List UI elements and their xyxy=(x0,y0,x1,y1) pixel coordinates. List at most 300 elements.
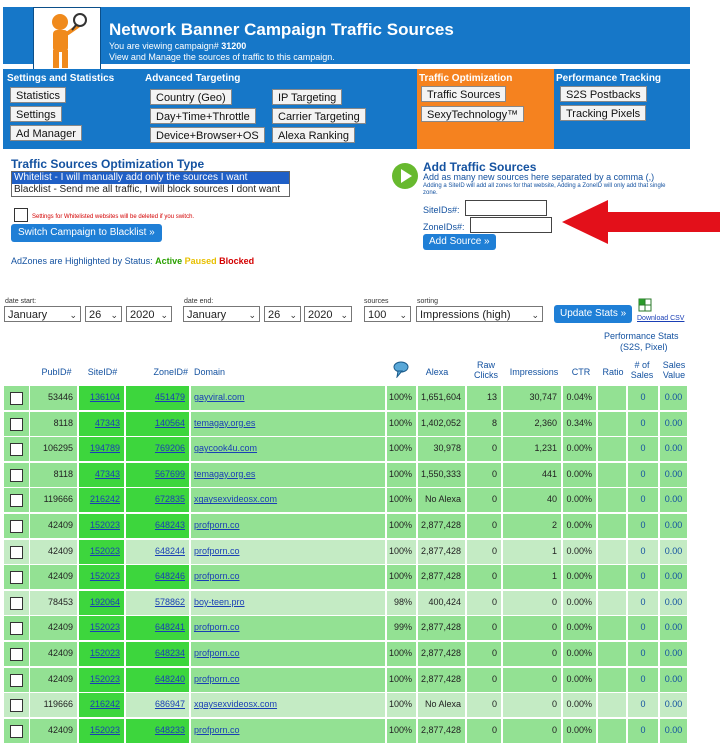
cell-percent-text: 99% xyxy=(393,622,412,633)
cell-num-sales xyxy=(628,437,659,462)
cell-raw-clicks xyxy=(467,693,502,718)
add-source-button[interactable]: Add Source » xyxy=(423,234,496,250)
table-row xyxy=(4,591,688,616)
ip-targeting-button[interactable]: IP Targeting xyxy=(272,89,342,105)
cell-siteid[interactable] xyxy=(79,642,125,667)
table-row xyxy=(4,386,688,411)
spreadsheet-icon[interactable] xyxy=(638,298,652,312)
settings-button[interactable]: Settings xyxy=(10,106,62,122)
cell-siteid[interactable] xyxy=(79,540,125,565)
menu-group-title: Performance Tracking xyxy=(556,73,662,84)
cell-sales-value-text: 0.00 xyxy=(664,699,683,710)
cell-siteid[interactable] xyxy=(79,719,125,744)
cell-impressions xyxy=(503,488,562,513)
cell-zoneid[interactable] xyxy=(126,693,190,718)
cell-ratio xyxy=(598,565,627,590)
cell-zoneid-text[interactable]: 648246 xyxy=(154,571,185,582)
cell-num-sales-text: 0 xyxy=(640,417,646,428)
red-arrow-icon xyxy=(560,198,720,246)
cell-raw-clicks xyxy=(467,386,502,411)
cell-percent-text: 100% xyxy=(388,673,412,684)
cell-zoneid[interactable] xyxy=(126,488,190,513)
row-checkbox[interactable] xyxy=(10,725,23,738)
cell-siteid-text[interactable]: 47343 xyxy=(94,417,120,428)
cell-alexa-text: 30,978 xyxy=(433,443,461,454)
row-checkbox-cell xyxy=(4,386,30,411)
col-domain[interactable]: Domain xyxy=(194,367,226,377)
cell-domain[interactable] xyxy=(191,437,386,462)
confirm-switch-checkbox[interactable] xyxy=(14,208,28,222)
cell-domain[interactable] xyxy=(191,719,386,744)
cell-ctr-text: 0.04% xyxy=(566,392,592,402)
whitelist-option[interactable]: Whitelist - I will manually add only the sources I want xyxy=(12,172,289,184)
cell-alexa-text: 2,877,428 xyxy=(420,545,461,556)
cell-percent xyxy=(387,591,417,616)
logo-icon xyxy=(33,7,101,71)
row-checkbox[interactable] xyxy=(10,546,23,559)
day-time-throttle-button[interactable]: Day+Time+Throttle xyxy=(150,108,256,124)
sources-label: sources xyxy=(364,298,389,305)
cell-num-sales-text: 0 xyxy=(640,392,646,402)
cell-alexa xyxy=(418,565,466,590)
cell-zoneid[interactable] xyxy=(126,437,190,462)
switch-to-blacklist-button[interactable]: Switch Campaign to Blacklist » xyxy=(11,224,162,242)
cell-domain[interactable] xyxy=(191,616,386,641)
cell-impressions xyxy=(503,565,562,590)
device-browser-os-button[interactable]: Device+Browser+OS xyxy=(150,127,265,143)
cell-alexa-text: No Alexa xyxy=(424,699,461,710)
cell-pubid-text: 42409 xyxy=(47,724,73,735)
cell-zoneid-text[interactable]: 140564 xyxy=(154,417,185,428)
cell-pubid xyxy=(30,616,78,641)
play-icon xyxy=(391,162,419,190)
status-active-label: Active xyxy=(155,256,183,266)
cell-domain-text[interactable]: temagay.org.es xyxy=(194,468,256,479)
col-ratio[interactable]: Ratio xyxy=(602,367,624,377)
cell-ctr xyxy=(563,642,597,667)
performance-stats-subtitle: (S2S, Pixel) xyxy=(620,342,668,352)
cell-ctr xyxy=(563,565,597,590)
cell-raw-clicks-text: 8 xyxy=(491,417,497,428)
col-sales-value[interactable]: Sales Value xyxy=(662,360,686,380)
row-checkbox-cell xyxy=(4,437,30,462)
zoneids-input[interactable] xyxy=(470,217,552,233)
cell-num-sales-text: 0 xyxy=(640,520,646,530)
page-description: View and Manage the sources of traffic to this campaign. xyxy=(109,52,335,62)
cell-impressions xyxy=(503,463,562,488)
add-sources-note: Adding a SiteID will add all zones for that website, Adding a ZoneID will only add that single zone. xyxy=(423,183,666,196)
cell-domain-text[interactable]: profporn.co xyxy=(194,724,240,735)
cell-percent xyxy=(387,463,417,488)
cell-zoneid[interactable] xyxy=(126,616,190,641)
cell-sales-value-text: 0.00 xyxy=(664,622,683,633)
cell-zoneid[interactable] xyxy=(126,412,190,437)
cell-domain-text[interactable]: profporn.co xyxy=(194,571,240,582)
row-checkbox[interactable] xyxy=(10,494,23,507)
cell-siteid[interactable] xyxy=(79,488,125,513)
cell-zoneid-text[interactable]: 648234 xyxy=(154,648,185,658)
cell-siteid-text[interactable]: 152023 xyxy=(89,724,120,735)
cell-num-sales-text: 0 xyxy=(640,443,646,454)
s2s-postbacks-button[interactable]: S2S Postbacks xyxy=(560,86,647,102)
cell-zoneid-text[interactable]: 769206 xyxy=(154,443,185,454)
row-checkbox[interactable] xyxy=(10,648,23,661)
cell-percent-text: 100% xyxy=(388,468,412,479)
cell-pubid-text: 8118 xyxy=(53,417,73,428)
cell-num-sales xyxy=(628,463,659,488)
cell-zoneid-text[interactable]: 451479 xyxy=(154,392,185,402)
date-start-label: date start: xyxy=(5,298,37,305)
cell-siteid[interactable] xyxy=(79,693,125,718)
cell-raw-clicks-text: 0 xyxy=(491,468,497,479)
cell-num-sales xyxy=(628,693,659,718)
chevron-down-icon: ⌄ xyxy=(248,310,256,320)
cell-domain-text[interactable]: profporn.co xyxy=(194,622,240,633)
cell-pubid-text: 42409 xyxy=(47,622,73,633)
cell-siteid-text[interactable]: 152023 xyxy=(89,545,120,556)
cell-pubid-text: 42409 xyxy=(47,571,73,582)
cell-pubid-text: 42409 xyxy=(47,673,73,684)
campaign-id-line: You are viewing campaign# 31200 xyxy=(109,41,247,51)
cell-domain-text[interactable]: temagay.org.es xyxy=(194,417,256,428)
cell-domain-text[interactable]: profporn.co xyxy=(194,648,240,658)
cell-siteid-text[interactable]: 194789 xyxy=(89,443,120,454)
cell-percent xyxy=(387,488,417,513)
cell-impressions-text: 2 xyxy=(551,520,557,530)
cell-pubid xyxy=(30,463,78,488)
cell-ctr xyxy=(563,386,597,411)
cell-siteid[interactable] xyxy=(79,437,125,462)
cell-impressions-text: 0 xyxy=(551,673,557,684)
cell-domain[interactable] xyxy=(191,668,386,693)
cell-num-sales xyxy=(628,616,659,641)
col-speech-icon[interactable] xyxy=(390,360,412,380)
cell-sales-value xyxy=(660,591,688,616)
cell-siteid-text[interactable]: 192064 xyxy=(89,596,120,607)
row-checkbox-cell xyxy=(4,591,30,616)
col-impressions[interactable]: Impressions xyxy=(509,367,559,377)
cell-pubid xyxy=(30,514,78,539)
cell-ratio xyxy=(598,591,627,616)
cell-percent-text: 100% xyxy=(388,494,412,505)
menu-group-title: Advanced Targeting xyxy=(145,73,241,84)
cell-sales-value-text: 0.00 xyxy=(664,443,683,454)
update-stats-button[interactable]: Update Stats » xyxy=(554,305,632,323)
cell-num-sales xyxy=(628,488,659,513)
cell-pubid-text: 42409 xyxy=(47,520,73,530)
cell-domain-text[interactable]: boy-teen.pro xyxy=(194,596,245,607)
cell-siteid[interactable] xyxy=(79,668,125,693)
cell-alexa xyxy=(418,437,466,462)
table-row xyxy=(4,693,688,718)
table-row xyxy=(4,642,688,667)
sexytechnology-button[interactable]: SexyTechnology™ xyxy=(421,106,524,122)
cell-ctr xyxy=(563,412,597,437)
row-checkbox[interactable] xyxy=(10,392,23,405)
col-siteid[interactable]: SiteID# xyxy=(87,367,118,377)
cell-percent xyxy=(387,514,417,539)
cell-percent xyxy=(387,540,417,565)
cell-impressions-text: 0 xyxy=(551,724,557,735)
cell-sales-value-text: 0.00 xyxy=(664,545,683,556)
cell-siteid[interactable] xyxy=(79,386,125,411)
cell-pubid-text: 42409 xyxy=(47,648,73,658)
cell-domain-text[interactable]: profporn.co xyxy=(194,545,240,556)
cell-sales-value xyxy=(660,514,688,539)
cell-domain-text[interactable]: profporn.co xyxy=(194,520,240,530)
start-month-select[interactable]: January ⌄ xyxy=(4,306,81,322)
cell-impressions-text: 1 xyxy=(551,571,557,582)
country-geo-button[interactable]: Country (Geo) xyxy=(150,89,232,105)
cell-ctr-text: 0.00% xyxy=(566,545,592,556)
cell-pubid-text: 53446 xyxy=(47,392,73,402)
cell-zoneid[interactable] xyxy=(126,386,190,411)
cell-zoneid-text[interactable]: 567699 xyxy=(154,468,185,479)
cell-domain-text[interactable]: gaycook4u.com xyxy=(194,443,258,454)
cell-zoneid[interactable] xyxy=(126,719,190,744)
cell-raw-clicks-text: 0 xyxy=(491,443,497,454)
cell-zoneid-text[interactable]: 648244 xyxy=(154,545,185,556)
cell-pubid-text: 119666 xyxy=(43,494,73,505)
cell-domain[interactable] xyxy=(191,386,386,411)
cell-percent-text: 100% xyxy=(388,392,412,402)
cell-percent-text: 100% xyxy=(388,724,412,735)
cell-ratio xyxy=(598,514,627,539)
cell-domain-text[interactable]: gayviral.com xyxy=(194,392,245,402)
carrier-targeting-button[interactable]: Carrier Targeting xyxy=(272,108,366,124)
cell-ctr xyxy=(563,616,597,641)
cell-domain[interactable] xyxy=(191,565,386,590)
alexa-ranking-button[interactable]: Alexa Ranking xyxy=(272,127,355,143)
cell-zoneid-text[interactable]: 648240 xyxy=(154,673,185,684)
cell-siteid-text[interactable]: 216242 xyxy=(89,699,120,710)
cell-zoneid[interactable] xyxy=(126,565,190,590)
cell-ratio xyxy=(598,719,627,744)
cell-alexa xyxy=(418,668,466,693)
cell-ratio xyxy=(598,668,627,693)
cell-siteid[interactable] xyxy=(79,412,125,437)
cell-zoneid[interactable] xyxy=(126,668,190,693)
cell-domain[interactable] xyxy=(191,693,386,718)
cell-siteid-text[interactable]: 152023 xyxy=(89,571,120,582)
col-zoneid[interactable]: ZoneID# xyxy=(153,367,188,377)
cell-siteid-text[interactable]: 136104 xyxy=(89,392,120,402)
cell-percent xyxy=(387,437,417,462)
cell-sales-value xyxy=(660,540,688,565)
cell-domain[interactable] xyxy=(191,540,386,565)
end-month-select[interactable]: January ⌄ xyxy=(183,306,260,322)
cell-raw-clicks xyxy=(467,463,502,488)
row-checkbox-cell xyxy=(4,693,30,718)
cell-raw-clicks-text: 0 xyxy=(491,622,497,633)
cell-zoneid-text[interactable]: 648233 xyxy=(154,724,185,735)
table-row xyxy=(4,719,688,744)
cell-zoneid-text[interactable]: 686947 xyxy=(154,699,185,710)
row-checkbox[interactable] xyxy=(10,520,23,533)
tracking-pixels-button[interactable]: Tracking Pixels xyxy=(560,105,646,121)
optimization-type-title: Traffic Sources Optimization Type xyxy=(11,157,205,171)
cell-num-sales xyxy=(628,412,659,437)
cell-alexa-text: No Alexa xyxy=(424,494,461,505)
cell-zoneid[interactable] xyxy=(126,642,190,667)
cell-siteid-text[interactable]: 47343 xyxy=(94,468,120,479)
cell-sales-value xyxy=(660,719,688,744)
cell-zoneid[interactable] xyxy=(126,591,190,616)
statistics-button[interactable]: Statistics xyxy=(10,87,66,103)
cell-alexa xyxy=(418,540,466,565)
cell-domain[interactable] xyxy=(191,412,386,437)
cell-domain[interactable] xyxy=(191,514,386,539)
cell-impressions xyxy=(503,719,562,744)
cell-ctr xyxy=(563,463,597,488)
cell-num-sales-text: 0 xyxy=(640,596,646,607)
cell-domain[interactable] xyxy=(191,642,386,667)
cell-sales-value-text: 0.00 xyxy=(664,468,683,479)
cell-sales-value xyxy=(660,616,688,641)
row-checkbox[interactable] xyxy=(10,674,23,687)
row-checkbox-cell xyxy=(4,668,30,693)
table-row xyxy=(4,463,688,488)
cell-ctr xyxy=(563,437,597,462)
row-checkbox[interactable] xyxy=(10,571,23,584)
cell-ctr-text: 0.00% xyxy=(566,571,592,582)
chevron-down-icon: ⌄ xyxy=(399,310,407,320)
cell-alexa xyxy=(418,616,466,641)
download-csv-link[interactable]: Download CSV xyxy=(637,315,685,322)
cell-alexa-text: 2,877,428 xyxy=(420,673,461,684)
cell-sales-value xyxy=(660,488,688,513)
cell-sales-value-text: 0.00 xyxy=(664,673,683,684)
cell-ctr-text: 0.00% xyxy=(566,699,592,710)
add-sources-subtitle: Add as many new sources here separated by a comma (,) xyxy=(423,172,655,182)
cell-percent xyxy=(387,693,417,718)
cell-pubid xyxy=(30,488,78,513)
cell-siteid-text[interactable]: 216242 xyxy=(89,494,120,505)
row-checkbox[interactable] xyxy=(10,597,23,610)
cell-zoneid[interactable] xyxy=(126,540,190,565)
cell-zoneid-text[interactable]: 648241 xyxy=(154,622,185,633)
row-checkbox[interactable] xyxy=(10,622,23,635)
chevron-down-icon: ⌄ xyxy=(289,310,297,320)
table-row xyxy=(4,616,688,641)
cell-ctr xyxy=(563,514,597,539)
cell-domain[interactable] xyxy=(191,488,386,513)
sources-select[interactable]: 100 ⌄ xyxy=(364,306,411,322)
cell-alexa xyxy=(418,693,466,718)
row-checkbox[interactable] xyxy=(10,699,23,712)
cell-domain[interactable] xyxy=(191,591,386,616)
cell-zoneid-text[interactable]: 672835 xyxy=(154,494,185,505)
row-checkbox-cell xyxy=(4,540,30,565)
table-row xyxy=(4,488,688,513)
blacklist-option[interactable]: Blacklist - Send me all traffic, I will block sources I dont want xyxy=(14,184,281,195)
cell-raw-clicks xyxy=(467,540,502,565)
cell-siteid[interactable] xyxy=(79,591,125,616)
table-row xyxy=(4,540,688,565)
end-day-select[interactable]: 26 ⌄ xyxy=(264,306,301,322)
ad-manager-button[interactable]: Ad Manager xyxy=(10,125,82,141)
col-alexa[interactable]: Alexa xyxy=(425,367,449,377)
cell-zoneid-text[interactable]: 578862 xyxy=(154,596,185,607)
table-row xyxy=(4,437,688,462)
cell-alexa-text: 2,877,428 xyxy=(420,724,461,735)
cell-zoneid-text[interactable]: 648243 xyxy=(154,520,185,530)
cell-sales-value xyxy=(660,565,688,590)
cell-percent xyxy=(387,668,417,693)
cell-ratio xyxy=(598,463,627,488)
row-checkbox[interactable] xyxy=(10,469,23,482)
cell-impressions xyxy=(503,668,562,693)
cell-pubid xyxy=(30,412,78,437)
col-pubid[interactable]: PubID# xyxy=(41,367,72,377)
cell-impressions xyxy=(503,642,562,667)
cell-percent-text: 100% xyxy=(388,443,412,454)
cell-raw-clicks xyxy=(467,488,502,513)
cell-sales-value-text: 0.00 xyxy=(664,417,683,428)
add-sources-title: Add Traffic Sources xyxy=(423,160,537,174)
cell-siteid-text[interactable]: 152023 xyxy=(89,622,120,633)
sorting-select[interactable]: Impressions (high) ⌄ xyxy=(416,306,543,322)
cell-siteid[interactable] xyxy=(79,514,125,539)
cell-domain-text[interactable]: xgaysexvideosx.com xyxy=(194,494,278,505)
traffic-sources-button[interactable]: Traffic Sources xyxy=(421,86,506,102)
cell-domain-text[interactable]: profporn.co xyxy=(194,673,240,684)
cell-pubid-text: 8118 xyxy=(53,468,73,479)
cell-pubid xyxy=(30,386,78,411)
cell-siteid-text[interactable]: 152023 xyxy=(89,520,120,530)
cell-pubid-text: 106295 xyxy=(42,443,73,454)
zoneids-label: ZoneIDs#: xyxy=(423,222,465,232)
cell-siteid[interactable] xyxy=(79,463,125,488)
row-checkbox[interactable] xyxy=(10,418,23,431)
cell-zoneid[interactable] xyxy=(126,463,190,488)
siteids-input[interactable] xyxy=(465,200,547,216)
cell-zoneid[interactable] xyxy=(126,514,190,539)
col-num-sales[interactable]: # of Sales xyxy=(630,360,654,380)
cell-raw-clicks xyxy=(467,591,502,616)
start-year-select[interactable]: 2020 ⌄ xyxy=(126,306,172,322)
start-day-select[interactable]: 26 ⌄ xyxy=(85,306,122,322)
cell-impressions-text: 0 xyxy=(551,622,557,633)
cell-sales-value-text: 0.00 xyxy=(664,648,683,658)
cell-domain[interactable] xyxy=(191,463,386,488)
cell-pubid xyxy=(30,591,78,616)
cell-siteid[interactable] xyxy=(79,565,125,590)
cell-raw-clicks-text: 13 xyxy=(486,392,497,402)
optimization-type-listbox[interactable] xyxy=(11,171,290,197)
col-ctr[interactable]: CTR xyxy=(571,367,591,377)
cell-raw-clicks xyxy=(467,514,502,539)
cell-raw-clicks-text: 0 xyxy=(491,699,497,710)
cell-siteid[interactable] xyxy=(79,616,125,641)
cell-percent-text: 100% xyxy=(388,417,412,428)
cell-impressions-text: 1 xyxy=(551,545,557,556)
sorting-label: sorting xyxy=(417,298,439,305)
cell-sales-value xyxy=(660,668,688,693)
cell-num-sales xyxy=(628,668,659,693)
row-checkbox[interactable] xyxy=(10,443,23,456)
cell-alexa xyxy=(418,591,466,616)
cell-domain-text[interactable]: xgaysexvideosx.com xyxy=(194,699,278,710)
cell-siteid-text[interactable]: 152023 xyxy=(89,648,120,658)
row-checkbox-cell xyxy=(4,463,30,488)
col-raw-clicks[interactable]: Raw Clicks xyxy=(474,360,498,380)
cell-siteid-text[interactable]: 152023 xyxy=(89,673,120,684)
cell-impressions-text: 1,231 xyxy=(534,443,557,454)
cell-num-sales xyxy=(628,514,659,539)
cell-num-sales xyxy=(628,565,659,590)
end-year-select[interactable]: 2020 ⌄ xyxy=(304,306,352,322)
